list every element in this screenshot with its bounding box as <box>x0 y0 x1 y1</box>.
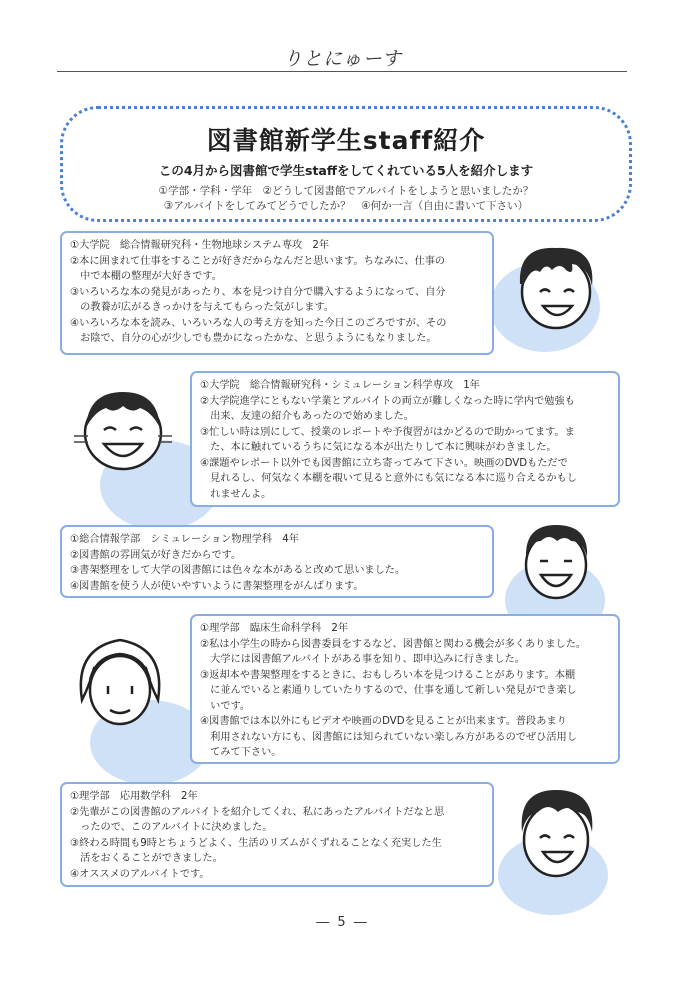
profile-4-line: いです。 <box>200 700 251 712</box>
profile-5-line: 活をおくることができました。 <box>70 853 223 864</box>
profile-1-line: ③いろいろな本の発見があったり、本を見つけ自分で購入するようになって、自分 <box>70 286 446 298</box>
profile-card-5 <box>60 782 494 887</box>
profile-2-line: ④課題やレポート以外でも図書館に立ち寄ってみて下さい。映画のDVDもただで <box>200 457 568 469</box>
profile-5-line: ③終わる時間も9時とちょうどよく、生活のリズムがくずれることなく充実した生 <box>70 837 442 849</box>
profile-4-line: ③返却本や書架整理をするときに、おもしろい本を見つけることがあります。本棚 <box>200 669 576 681</box>
profile-1-line: 中で本棚の整理が大好きです。 <box>70 271 222 282</box>
profile-4-line: ①理学部 臨床生命科学科 2年 <box>200 623 349 634</box>
boy-face-illustration <box>513 515 599 605</box>
profile-3-line: ①総合情報学部 シミュレーション物理学科 4年 <box>70 534 299 545</box>
profile-2-line: ①大学院 総合情報研究科・シミュレーション科学専攻 1年 <box>200 380 480 391</box>
profile-1-line: ①大学院 総合情報研究科・生物地球システム専攻 2年 <box>70 240 330 251</box>
profile-card-3 <box>60 525 494 598</box>
boy-face-illustration <box>510 236 602 336</box>
profile-1-line: ②本に囲まれて仕事をすることが好きだからなんだと思います。ちなみに、仕事の <box>70 255 446 267</box>
question-list-line-2: ③アルバイトをしてみてどうでしたか？ ④何か一言（自由に書いて下さい） <box>163 200 529 212</box>
girl-face-illustration <box>70 628 170 738</box>
profile-2-line: ③忙しい時は別にして、授業のレポートや予復習がはかどるので助かってます。ま <box>200 426 575 438</box>
profile-4-line: てみて下さい。 <box>200 747 282 758</box>
profile-4-line: 大学には図書館アルバイトがある事を知り、即申込みに行きました。 <box>200 654 525 665</box>
profile-card-1 <box>60 231 494 355</box>
profile-1-line: の教養が広がるきっかけを与えてもらった気がします。 <box>70 302 335 313</box>
profile-4-line: に並んでいると素通りしていたりするので、仕事を通して新しい発見ができ楽し <box>200 685 577 696</box>
profile-card-2 <box>190 371 620 507</box>
profile-5-line: ②先輩がこの図書館のアルバイトを紹介してくれ、私にあったアルバイトだなと思 <box>70 806 445 818</box>
girl-face-illustration <box>68 378 178 478</box>
intro-box <box>60 106 632 222</box>
profile-3-line: ②図書館の雰囲気が好きだからです。 <box>70 549 242 561</box>
profile-4-line: ④図書館では本以外にもビデオや映画のDVDを見ることが出来ます。普段あまり <box>200 716 567 727</box>
profile-3-line: ④図書館を使う人が使いやすいように書架整理をがんばります。 <box>70 580 364 592</box>
profile-3-line: ③書架整理をして大学の図書館には色々な本があると改めて思いました。 <box>70 565 406 576</box>
newsletter-title: りとにゅーす <box>283 48 402 70</box>
profile-1-line: ④いろいろな本を読み、いろいろな人の考え方を知った今日このごろですが、その <box>70 317 447 329</box>
profile-4-line: 利用されない方にも、図書館には知られていない楽しみ方があるのでぜひ活用し <box>200 731 577 743</box>
profile-2-line: 見れるし、何気なく本棚を覗いて見ると意外にも気になる本に巡り合えるかもし <box>200 473 577 484</box>
question-list-line-1: ①学部・学科・学年 ②どうして図書館でアルバイトをしようと思いましたか？ <box>158 185 534 197</box>
profile-1-line: お陰で、自分の心が少しでも豊かになったかな、と思うようにもなりました。 <box>70 333 437 344</box>
page-title: 図書館新学生staff紹介 <box>206 126 486 155</box>
profile-4-line: ②私は小学生の時から図書委員をするなど、図書館と関わる機会が多くありました。 <box>200 638 587 650</box>
header-rule <box>57 71 627 72</box>
page-number: ― 5 ― <box>316 915 369 930</box>
profile-2-line: ②大学院進学にともない学業とアルバイトの両立が難しくなった時に学内で勉強も <box>200 395 575 407</box>
profile-5-line: ④オススメのアルバイトです。 <box>70 868 210 880</box>
profile-5-line: ①理学部 応用数学科 2年 <box>70 791 198 802</box>
profile-2-line: 出来、友達の紹介もあったので始めました。 <box>200 411 414 422</box>
profile-2-line: れませんよ。 <box>200 488 272 500</box>
profile-5-line: ったので、このアルバイトに決めました。 <box>70 822 273 833</box>
profile-2-line: た、本に触れているうちに気になる本が出たりして本に興味がわきました。 <box>200 442 557 453</box>
profile-card-4 <box>190 614 620 764</box>
boy-face-illustration <box>510 782 602 882</box>
intro-subtitle: この4月から図書館で学生staffをしてくれている5人を紹介します <box>158 163 534 178</box>
